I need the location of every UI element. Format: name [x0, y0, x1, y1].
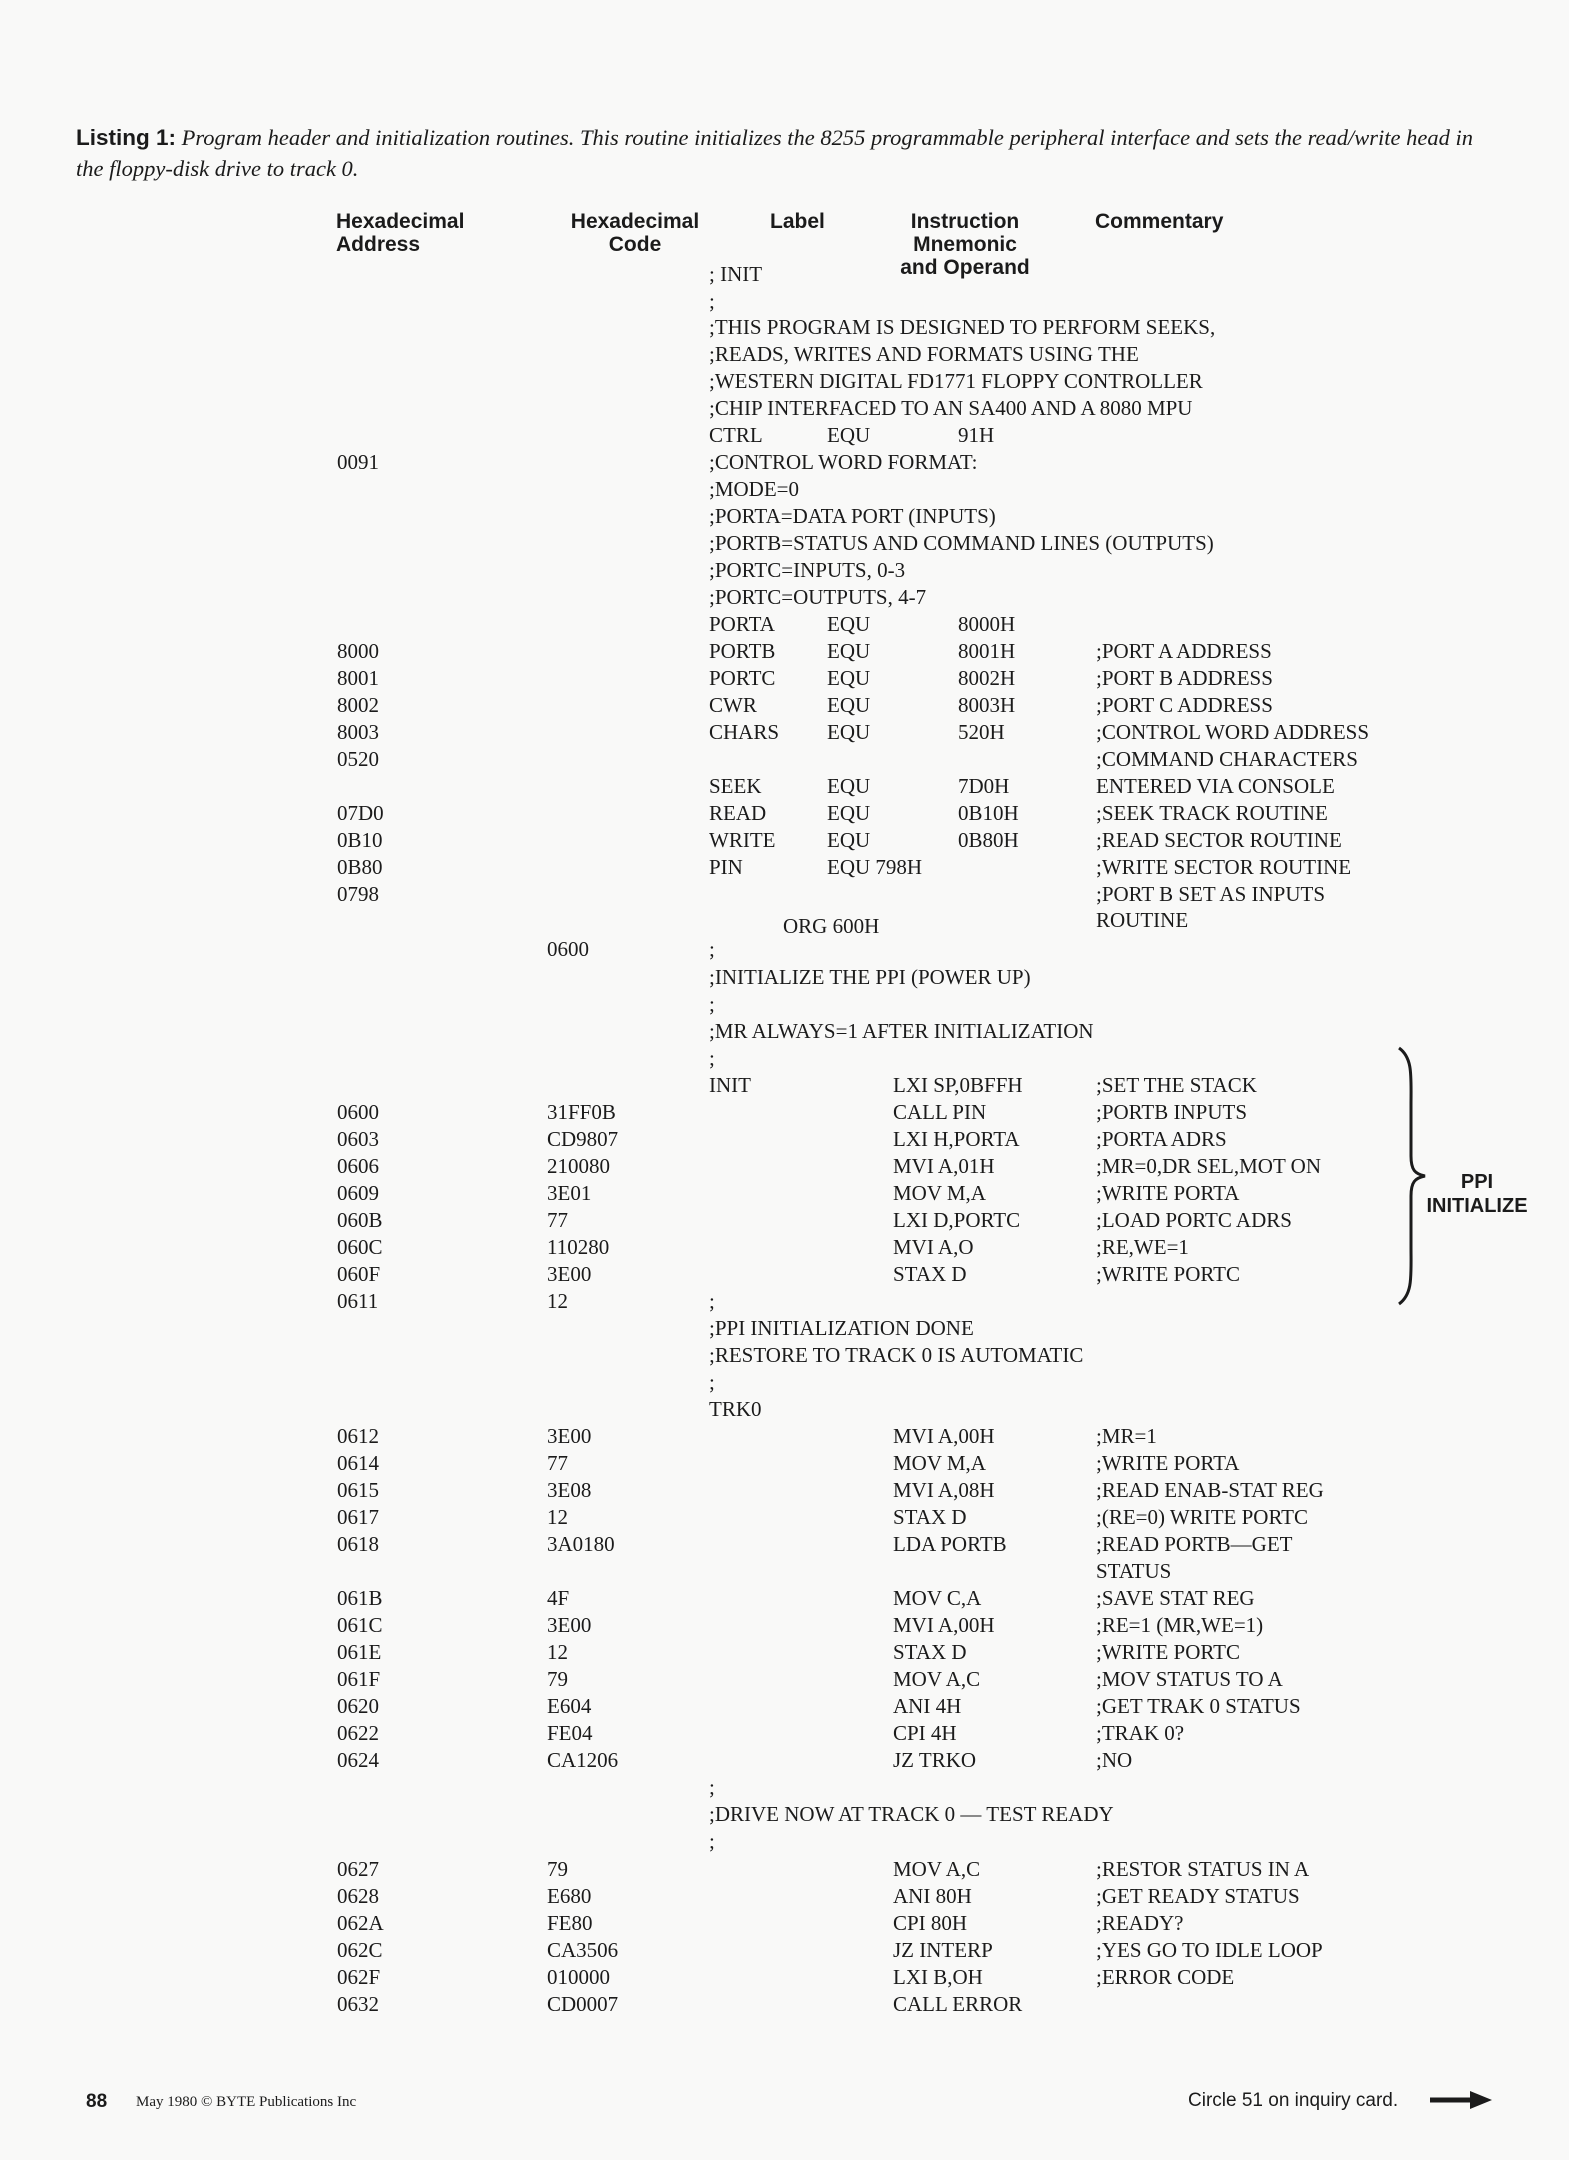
- cell-commentary: ;SEEK TRACK ROUTINE: [1096, 801, 1328, 825]
- cell-code: 79: [547, 1667, 568, 1691]
- cell-commentary: ;PORT C ADDRESS: [1096, 693, 1273, 717]
- cell-instruction: MVI A,01H: [893, 1154, 995, 1178]
- cell-label: ;: [709, 1775, 715, 1799]
- cell-address: 061F: [337, 1667, 381, 1691]
- cell-instruction: EQU: [827, 666, 871, 690]
- cell-label: ;: [709, 992, 715, 1016]
- cell-instruction: STAX D: [893, 1262, 967, 1286]
- cell-label: ;: [709, 1046, 715, 1070]
- cell-label: ;PPI INITIALIZATION DONE: [709, 1316, 974, 1340]
- cell-address: 0618: [337, 1532, 379, 1556]
- cell-address: 0B80: [337, 855, 383, 879]
- cell-code: 12: [547, 1289, 568, 1313]
- cell-commentary: ;PORT B ADDRESS: [1096, 666, 1273, 690]
- cell-commentary: ;SAVE STAT REG: [1096, 1586, 1255, 1610]
- cell-label: ;WESTERN DIGITAL FD1771 FLOPPY CONTROLLER: [709, 369, 1203, 393]
- cell-instruction: JZ TRKO: [893, 1748, 977, 1772]
- cell-label: ;RESTORE TO TRACK 0 IS AUTOMATIC: [709, 1343, 1084, 1367]
- cell-label: READ: [709, 801, 767, 825]
- cell-commentary: ;RESTOR STATUS IN A: [1096, 1857, 1310, 1881]
- cell-address: 0091: [337, 450, 379, 474]
- cell-code: 79: [547, 1857, 568, 1881]
- cell-commentary: ;CONTROL WORD ADDRESS: [1096, 720, 1370, 744]
- cell-code: 0600: [547, 937, 589, 961]
- cell-label: ;PORTA=DATA PORT (INPUTS): [709, 504, 996, 528]
- cell-instruction: CALL ERROR: [893, 1992, 1023, 2016]
- header-code: Hexadecimal Code: [570, 210, 700, 256]
- cell-code: CA3506: [547, 1938, 619, 1962]
- inquiry-note: Circle 51 on inquiry card.: [1188, 2090, 1399, 2111]
- cell-instruction: MOV A,C: [893, 1667, 981, 1691]
- cell-address: 0B10: [337, 828, 383, 852]
- header-commentary: Commentary: [1095, 210, 1224, 233]
- cell-address: 07D0: [337, 801, 384, 825]
- cell-commentary: ;READ PORTB—GET: [1096, 1532, 1293, 1556]
- cell-instruction: MOV M,A: [893, 1451, 986, 1475]
- cell-org: ORG 600H: [783, 914, 880, 938]
- cell-instruction: MVI A,08H: [893, 1478, 995, 1502]
- cell-label: ;: [709, 289, 715, 313]
- cell-code: 31FF0B: [547, 1100, 616, 1124]
- cell-code: 010000: [547, 1965, 610, 1989]
- cell-instruction: EQU: [827, 828, 871, 852]
- cell-label: ;: [709, 1289, 715, 1313]
- cell-code: 77: [547, 1208, 568, 1232]
- cell-instruction: STAX D: [893, 1505, 967, 1529]
- cell-label: ; INIT: [709, 262, 763, 286]
- cell-instruction: MOV A,C: [893, 1857, 981, 1881]
- cell-address: 0611: [337, 1289, 379, 1313]
- cell-address: 061B: [337, 1586, 383, 1610]
- cell-label: PIN: [709, 855, 743, 879]
- cell-instruction: CPI 80H: [893, 1911, 968, 1935]
- cell-operand: 520H: [958, 720, 1005, 744]
- cell-address: 0609: [337, 1181, 379, 1205]
- cell-code: CD9807: [547, 1127, 619, 1151]
- cell-label: INIT: [709, 1073, 751, 1097]
- cell-commentary: ENTERED VIA CONSOLE: [1096, 774, 1335, 798]
- cell-label: ;INITIALIZE THE PPI (POWER UP): [709, 965, 1031, 989]
- cell-instruction: LXI D,PORTC: [893, 1208, 1021, 1232]
- cell-label: ;MR ALWAYS=1 AFTER INITIALIZATION: [709, 1019, 1094, 1043]
- cell-code: 3E01: [547, 1181, 592, 1205]
- cell-commentary: ;WRITE PORTA: [1096, 1181, 1240, 1205]
- cell-label: ;PORTC=OUTPUTS, 4-7: [709, 585, 927, 609]
- cell-instruction: LXI B,OH: [893, 1965, 983, 1989]
- cell-label: ;PORTB=STATUS AND COMMAND LINES (OUTPUTS): [709, 531, 1214, 555]
- cell-commentary: ;YES GO TO IDLE LOOP: [1096, 1938, 1323, 1962]
- cell-label: CWR: [709, 693, 757, 717]
- cell-label: ;CHIP INTERFACED TO AN SA400 AND A 8080 MPU: [709, 396, 1193, 420]
- cell-address: 0620: [337, 1694, 379, 1718]
- cell-address: 8001: [337, 666, 379, 690]
- cell-instruction: EQU: [827, 774, 871, 798]
- cell-address: 060B: [337, 1208, 383, 1232]
- cell-address: 0632: [337, 1992, 379, 2016]
- cell-label: PORTC: [709, 666, 776, 690]
- cell-instruction: LXI H,PORTA: [893, 1127, 1020, 1151]
- cell-commentary: ;NO: [1096, 1748, 1133, 1772]
- page-number: 88: [86, 2091, 108, 2112]
- brace-label: PPI INITIALIZE: [1426, 1171, 1528, 1217]
- cell-instruction: EQU: [827, 693, 871, 717]
- cell-address: 0615: [337, 1478, 379, 1502]
- cell-operand: 8001H: [958, 639, 1016, 663]
- cell-label: SEEK: [709, 774, 762, 798]
- header-label: Label: [770, 210, 825, 233]
- cell-instruction: JZ INTERP: [893, 1938, 993, 1962]
- cell-label: ;THIS PROGRAM IS DESIGNED TO PERFORM SEEKS,: [709, 315, 1216, 339]
- cell-commentary: STATUS: [1096, 1559, 1172, 1583]
- cell-code: 12: [547, 1505, 568, 1529]
- cell-address: 060F: [337, 1262, 381, 1286]
- cell-label: ;: [709, 937, 715, 961]
- cell-code: 4F: [547, 1586, 570, 1610]
- cell-label: ;READS, WRITES AND FORMATS USING THE: [709, 342, 1139, 366]
- cell-instruction: MVI A,00H: [893, 1613, 995, 1637]
- cell-commentary: ;GET TRAK 0 STATUS: [1096, 1694, 1301, 1718]
- cell-address: 060C: [337, 1235, 383, 1259]
- cell-commentary: ;READ ENAB-STAT REG: [1096, 1478, 1324, 1502]
- cell-commentary: ;PORT A ADDRESS: [1096, 639, 1272, 663]
- cell-operand: 8000H: [958, 612, 1016, 636]
- cell-address: 8002: [337, 693, 379, 717]
- cell-label: ;: [709, 1370, 715, 1394]
- cell-commentary: ;WRITE PORTC: [1096, 1640, 1240, 1664]
- cell-address: 0617: [337, 1505, 379, 1529]
- cell-code: 210080: [547, 1154, 610, 1178]
- cell-instruction: STAX D: [893, 1640, 967, 1664]
- cell-address: 0520: [337, 747, 379, 771]
- cell-code: 3E08: [547, 1478, 592, 1502]
- cell-commentary: ;COMMAND CHARACTERS: [1096, 747, 1358, 771]
- cell-code: 3E00: [547, 1424, 592, 1448]
- cell-address: 8003: [337, 720, 379, 744]
- cell-instruction: CPI 4H: [893, 1721, 957, 1745]
- cell-commentary: ;READ SECTOR ROUTINE: [1096, 828, 1342, 852]
- cell-label: CTRL: [709, 423, 763, 447]
- cell-address: 0600: [337, 1100, 379, 1124]
- cell-instruction: MOV C,A: [893, 1586, 982, 1610]
- cell-code: 3E00: [547, 1613, 592, 1637]
- cell-instruction: ANI 80H: [893, 1884, 972, 1908]
- cell-label: ;: [709, 1829, 715, 1853]
- cell-address: 0614: [337, 1451, 379, 1475]
- cell-commentary: ;LOAD PORTC ADRS: [1096, 1208, 1292, 1232]
- cell-label: ;MODE=0: [709, 477, 800, 501]
- cell-instruction: EQU 798H: [827, 855, 923, 879]
- cell-operand: 0B80H: [958, 828, 1019, 852]
- cell-address: 062C: [337, 1938, 383, 1962]
- cell-commentary: ROUTINE: [1096, 908, 1189, 932]
- cell-label: TRK0: [709, 1397, 762, 1421]
- cell-commentary: ;ERROR CODE: [1096, 1965, 1235, 1989]
- cell-commentary: ;PORT B SET AS INPUTS: [1096, 882, 1326, 906]
- cell-instruction: EQU: [827, 720, 871, 744]
- cell-address: 0612: [337, 1424, 379, 1448]
- cell-label: CHARS: [709, 720, 780, 744]
- cell-code: 3A0180: [547, 1532, 615, 1556]
- cell-commentary: ;PORTB INPUTS: [1096, 1100, 1248, 1124]
- publication-line: May 1980 © BYTE Publications Inc: [136, 2094, 357, 2110]
- cell-commentary: ;MOV STATUS TO A: [1096, 1667, 1283, 1691]
- cell-commentary: ;WRITE SECTOR ROUTINE: [1096, 855, 1352, 879]
- cell-operand: 91H: [958, 423, 995, 447]
- cell-commentary: ;TRAK 0?: [1096, 1721, 1185, 1745]
- cell-operand: 7D0H: [958, 774, 1010, 798]
- cell-commentary: ;MR=0,DR SEL,MOT ON: [1096, 1154, 1321, 1178]
- cell-address: 0627: [337, 1857, 379, 1881]
- cell-code: 110280: [547, 1235, 610, 1259]
- cell-address: 8000: [337, 639, 379, 663]
- cell-instruction: LXI SP,0BFFH: [893, 1073, 1023, 1097]
- cell-commentary: ;GET READY STATUS: [1096, 1884, 1300, 1908]
- cell-instruction: MVI A,O: [893, 1235, 974, 1259]
- cell-commentary: ;READY?: [1096, 1911, 1184, 1935]
- cell-code: 12: [547, 1640, 568, 1664]
- cell-label: ;PORTC=INPUTS, 0-3: [709, 558, 906, 582]
- cell-code: 77: [547, 1451, 568, 1475]
- cell-address: 0628: [337, 1884, 379, 1908]
- cell-label: PORTB: [709, 639, 776, 663]
- cell-address: 061E: [337, 1640, 382, 1664]
- cell-instruction: EQU: [827, 612, 871, 636]
- cell-instruction: CALL PIN: [893, 1100, 987, 1124]
- cell-address: 062A: [337, 1911, 384, 1935]
- cell-address: 062F: [337, 1965, 381, 1989]
- cell-instruction: EQU: [827, 423, 871, 447]
- listing-description: Program header and initialization routines. This routine initializes the 8255 programmable peripheral interface and sets the read/write head in the floppy-disk drive to track 0.: [76, 125, 1474, 181]
- listing-number: Listing 1:: [76, 125, 176, 150]
- header-address: Hexadecimal Address: [336, 210, 465, 256]
- cell-code: E680: [547, 1884, 592, 1908]
- cell-commentary: ;SET THE STACK: [1096, 1073, 1257, 1097]
- cell-instruction: EQU: [827, 801, 871, 825]
- cell-code: E604: [547, 1694, 592, 1718]
- cell-operand: 8002H: [958, 666, 1016, 690]
- cell-label: WRITE: [709, 828, 776, 852]
- cell-address: 0624: [337, 1748, 379, 1772]
- cell-address: 0622: [337, 1721, 379, 1745]
- cell-commentary: ;RE=1 (MR,WE=1): [1096, 1613, 1264, 1637]
- cell-address: 0606: [337, 1154, 379, 1178]
- cell-instruction: LDA PORTB: [893, 1532, 1007, 1556]
- cell-label: PORTA: [709, 612, 775, 636]
- cell-code: CA1206: [547, 1748, 619, 1772]
- cell-operand: 0B10H: [958, 801, 1019, 825]
- cell-address: 061C: [337, 1613, 383, 1637]
- cell-commentary: ;MR=1: [1096, 1424, 1157, 1448]
- cell-instruction: ANI 4H: [893, 1694, 962, 1718]
- arrow-right-icon: [1430, 2089, 1492, 2111]
- cell-label: ;DRIVE NOW AT TRACK 0 — TEST READY: [709, 1802, 1114, 1826]
- cell-code: 3E00: [547, 1262, 592, 1286]
- header-instruction: Instruction Mnemonic and Operand: [900, 210, 1030, 279]
- cell-code: FE80: [547, 1911, 593, 1935]
- cell-code: CD0007: [547, 1992, 619, 2016]
- cell-instruction: MOV M,A: [893, 1181, 986, 1205]
- cell-commentary: ;WRITE PORTA: [1096, 1451, 1240, 1475]
- cell-commentary: ;PORTA ADRS: [1096, 1127, 1227, 1151]
- cell-address: 0603: [337, 1127, 379, 1151]
- cell-commentary: ;RE,WE=1: [1096, 1235, 1189, 1259]
- cell-code: FE04: [547, 1721, 593, 1745]
- cell-commentary: ;WRITE PORTC: [1096, 1262, 1240, 1286]
- cell-operand: 8003H: [958, 693, 1016, 717]
- cell-instruction: MVI A,00H: [893, 1424, 995, 1448]
- cell-commentary: ;(RE=0) WRITE PORTC: [1096, 1505, 1309, 1529]
- cell-instruction: EQU: [827, 639, 871, 663]
- cell-label: ;CONTROL WORD FORMAT:: [709, 450, 978, 474]
- cell-address: 0798: [337, 882, 379, 906]
